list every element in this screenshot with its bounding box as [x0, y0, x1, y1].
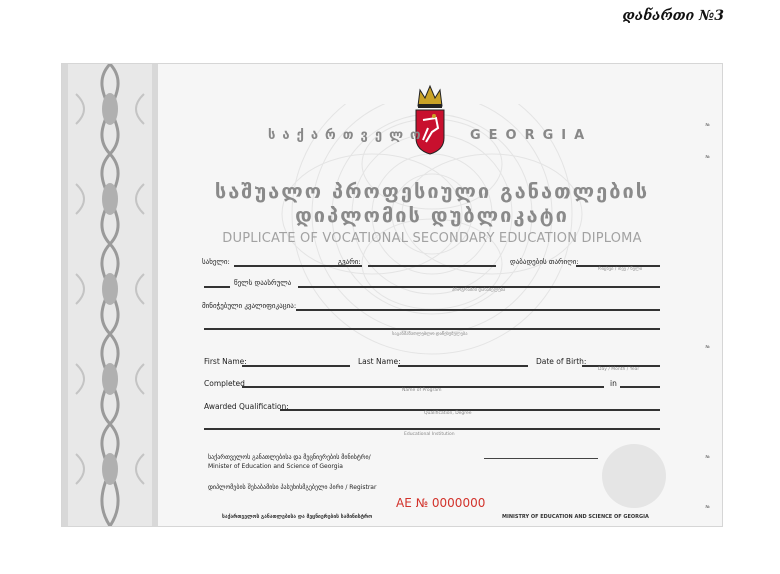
minister-title-ka: საქართველოს განათლებისა და მეცნიერების მინისტრი/ — [208, 454, 371, 461]
country-name-georgian: საქართველო — [268, 128, 428, 143]
title-georgian-line-1: საშუალო პროფესიული განათლების — [214, 179, 650, 203]
caption-institution: Educational Institution — [404, 432, 455, 437]
caption-program: Name of Program — [402, 388, 442, 393]
caption-dob: Day / Month / Year — [598, 367, 640, 372]
label-completed: Completed — [204, 379, 245, 388]
label-qualification-ka: მინიჭებული კვალიფიკაცია: — [202, 302, 297, 310]
coat-of-arms-emblem — [410, 84, 450, 156]
label-in: in — [610, 379, 617, 388]
side-code-4: № — [705, 454, 710, 459]
minister-title-en: Minister of Education and Science of Georgia — [208, 463, 343, 470]
caption-program-ka: პროგრამის დასახელება — [452, 288, 506, 293]
footer-ministry-ka: საქართველოს განათლებისა და მეცნიერების სამინისტრო — [222, 514, 373, 520]
title-english: DUPLICATE OF VOCATIONAL SECONDARY EDUCATION DIPLOMA — [222, 231, 642, 246]
title-georgian-line-2: დიპლომის დუბლიკატი — [295, 203, 569, 227]
line-institution — [204, 428, 660, 430]
ornamental-border — [62, 64, 158, 526]
label-awarded-qualification: Awarded Qualification: — [204, 402, 289, 411]
diploma-sheet — [61, 63, 723, 527]
serial-number: AE № 0000000 — [396, 496, 486, 510]
label-year-completed-ka: წელს დაასრულა — [234, 279, 292, 287]
label-surname-ka: გვარი: — [338, 258, 361, 266]
line-surname-ka — [368, 265, 496, 267]
label-first-name: First Name: — [204, 357, 247, 366]
label-name-ka: სახელი: — [202, 258, 230, 266]
label-last-name: Last Name: — [358, 357, 401, 366]
seal-placeholder — [602, 444, 666, 508]
side-code-5: № — [705, 504, 710, 509]
registrar-label: დიპლომების შესაბამისი პასუხისმგებელი პირი / Registrar — [208, 484, 377, 491]
side-code-3: № — [705, 344, 710, 349]
annex-label: დანართი №3 — [622, 8, 724, 24]
caption-birthdate-ka: რიცხვი / თვე / წელი — [598, 267, 643, 272]
line-last-name — [398, 365, 528, 367]
line-institution-ka — [204, 328, 660, 330]
label-birthdate-ka: დაბადების თარიღი: — [510, 258, 579, 266]
line-first-name — [242, 365, 350, 367]
side-code-2: № — [705, 154, 710, 159]
line-year-ka — [204, 286, 230, 288]
signature-line — [484, 458, 598, 459]
line-year — [620, 386, 660, 388]
label-date-of-birth: Date of Birth: — [536, 357, 587, 366]
footer-ministry-en: MINISTRY OF EDUCATION AND SCIENCE OF GEORGIA — [502, 514, 649, 520]
line-qualification-ka — [296, 309, 660, 311]
side-code-1: № — [705, 122, 710, 127]
caption-qualification: Qualification, Degree — [424, 411, 472, 416]
caption-institution-ka: საგანმანათლებლო დაწესებულება — [392, 332, 468, 337]
country-name-english: GEORGIA — [470, 128, 593, 143]
